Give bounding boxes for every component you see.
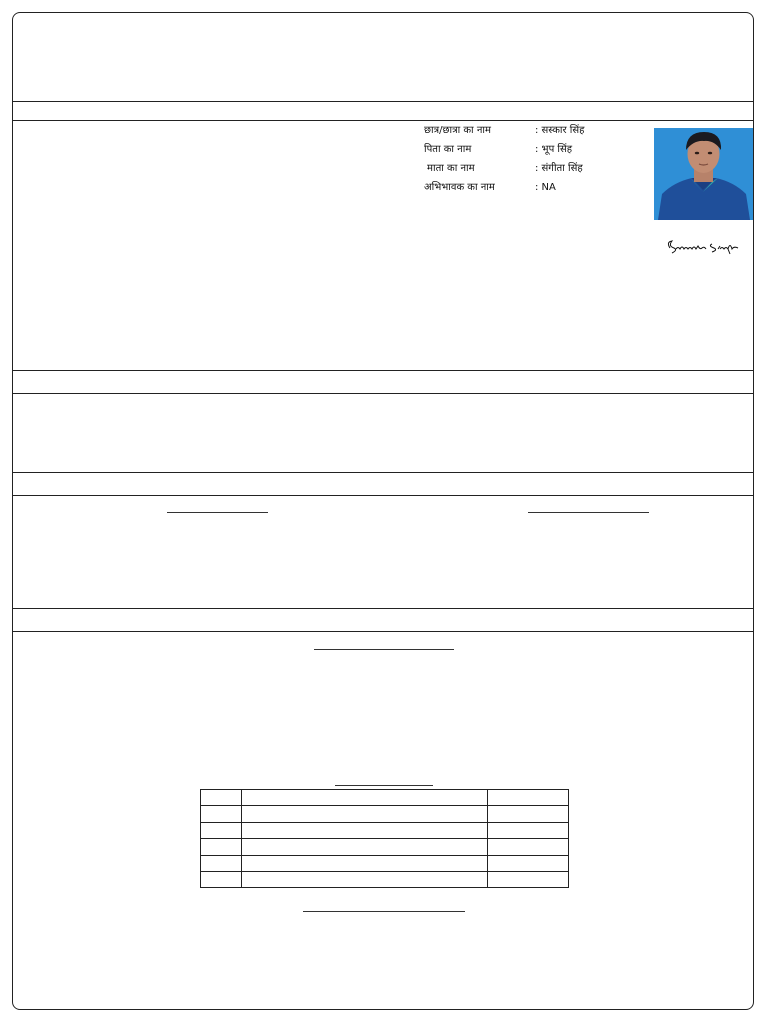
heading-underline [303,911,465,912]
table-cell [242,871,488,887]
guardian-name-value: : NA [535,182,556,193]
table-cell [242,806,488,822]
section-divider [13,631,754,632]
section-divider [13,120,754,121]
table-cell [488,790,569,806]
heading-underline [167,512,268,513]
father-name-value: : भूप सिंह [535,144,573,155]
section-divider [13,495,754,496]
table-row [201,806,569,822]
table-cell [201,806,242,822]
section-divider [13,370,754,371]
father-name-label: पिता का नाम [424,144,472,155]
heading-underline [528,512,649,513]
table-cell [201,855,242,871]
heading-underline [314,649,454,650]
mother-name-label: माता का नाम [427,163,475,174]
student-name-value: : सस्कार सिंह [535,125,585,136]
student-signature [664,236,744,258]
table-cell [201,790,242,806]
table-row [201,839,569,855]
table-row [201,855,569,871]
section-divider [13,608,754,609]
subjects-table [200,789,569,888]
heading-underline [335,785,433,786]
table-cell [201,822,242,838]
student-name-label: छात्र/छात्रा का नाम [424,125,491,136]
table-cell [488,806,569,822]
table-cell [488,822,569,838]
table-cell [488,839,569,855]
mother-name-value: : संगीता सिंह [535,163,583,174]
table-cell [488,871,569,887]
table-cell [242,855,488,871]
table-row [201,790,569,806]
table-cell [242,790,488,806]
table-cell [201,871,242,887]
section-divider [13,472,754,473]
student-photo [654,128,753,220]
section-divider [13,101,754,102]
guardian-name-label: अभिभावक का नाम [424,182,495,193]
table-row [201,871,569,887]
table-cell [488,855,569,871]
table-cell [201,839,242,855]
section-divider [13,393,754,394]
table-cell [242,822,488,838]
table-cell [242,839,488,855]
table-row [201,822,569,838]
